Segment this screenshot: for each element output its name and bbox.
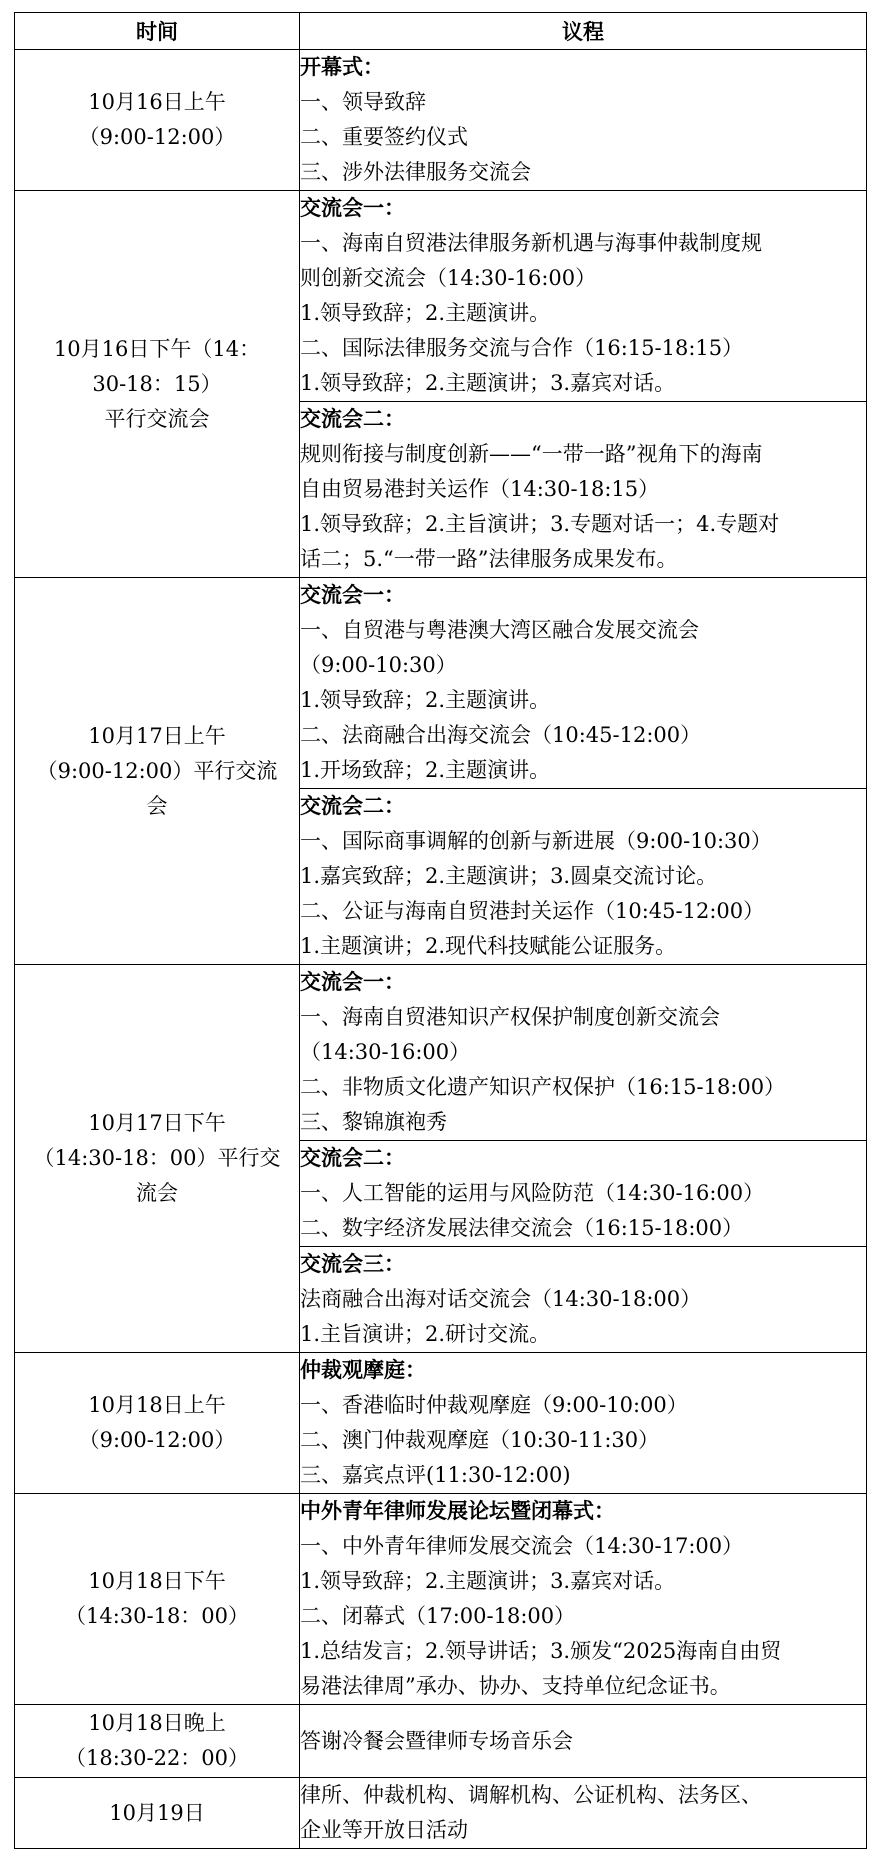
agenda-item: 1.领导致辞；2.主题演讲。 (300, 301, 551, 325)
agenda-item: 1.主旨演讲；2.研讨交流。 (300, 1322, 551, 1346)
time-line: 10月18日晚上 (88, 1711, 226, 1735)
agenda-cell (300, 1141, 867, 1247)
agenda-cell (300, 50, 867, 191)
table-row (15, 1494, 867, 1705)
agenda-item: 二、重要签约仪式 (300, 125, 468, 149)
header-agenda: 议程 (300, 13, 867, 50)
table-row (15, 50, 867, 191)
agenda-item: 二、国际法律服务交流与合作（16:15-18:15） (300, 336, 744, 360)
time-cell (15, 1778, 300, 1849)
session-title: 交流会三： (300, 1252, 405, 1276)
time-line: （14:30-18：00）平行交 (33, 1146, 281, 1170)
session-title: 交流会二： (300, 1146, 405, 1170)
agenda-item: 答谢冷餐会暨律师专场音乐会 (300, 1728, 573, 1753)
table-row (15, 965, 867, 1141)
agenda-item: 一、香港临时仲裁观摩庭（9:00-10:00） (300, 1393, 688, 1417)
time-cell (15, 50, 300, 191)
agenda-item: 二、闭幕式（17:00-18:00） (300, 1604, 576, 1628)
agenda-cell (300, 789, 867, 965)
agenda-item: 二、非物质文化遗产知识产权保护（16:15-18:00） (300, 1075, 786, 1099)
time-line: （18:30-22：00） (64, 1746, 250, 1770)
session-title: 交流会一： (300, 196, 405, 220)
time-line: 10月16日上午 (88, 90, 226, 114)
time-cell (15, 1705, 300, 1778)
session-title: 交流会二： (300, 407, 405, 431)
session-title: 中外青年律师发展论坛暨闭幕式： (300, 1499, 615, 1523)
time-cell (15, 965, 300, 1353)
session-title: 交流会二： (300, 794, 405, 818)
agenda-item: 自由贸易港封关运作（14:30-18:15） (300, 477, 660, 501)
header-row (15, 13, 867, 50)
agenda-item: 一、人工智能的运用与风险防范（14:30-16:00） (300, 1181, 765, 1205)
time-line: （14:30-18：00） (64, 1604, 250, 1628)
time-cell (15, 1494, 300, 1705)
agenda-item: 法商融合出海对话交流会（14:30-18:00） (300, 1287, 702, 1311)
agenda-item: 1.领导致辞；2.主旨演讲；3.专题对话一；4.专题对 (300, 512, 780, 536)
agenda-item: 三、黎锦旗袍秀 (300, 1110, 447, 1134)
agenda-item: （14:30-16:00） (300, 1040, 471, 1064)
time-line: （9:00-12:00） (78, 1428, 236, 1452)
table-row (15, 1778, 867, 1849)
agenda-item: 一、自贸港与粤港澳大湾区融合发展交流会 (300, 618, 699, 642)
agenda-cell (300, 402, 867, 578)
agenda-item: 1.开场致辞；2.主题演讲。 (300, 758, 551, 782)
agenda-cell (300, 191, 867, 402)
agenda-cell (300, 1353, 867, 1494)
agenda-item: 一、海南自贸港知识产权保护制度创新交流会 (300, 1005, 720, 1029)
agenda-item: 一、海南自贸港法律服务新机遇与海事仲裁制度规 (300, 231, 762, 255)
time-line: 10月18日上午 (88, 1393, 226, 1417)
time-cell (15, 578, 300, 965)
time-line: 30-18：15） (92, 371, 222, 396)
time-line: 10月16日下午（14： (53, 336, 261, 361)
agenda-table (14, 12, 867, 1849)
agenda-item: 律所、仲裁机构、调解机构、公证机构、法务区、 (300, 1783, 762, 1807)
agenda-item: 一、国际商事调解的创新与新进展（9:00-10:30） (300, 829, 772, 853)
time-cell (15, 1353, 300, 1494)
agenda-item: 规则衔接与制度创新——“一带一路”视角下的海南 (300, 442, 763, 466)
time-line: （9:00-12:00）平行交流 (36, 758, 278, 783)
agenda-item: 则创新交流会（14:30-16:00） (300, 266, 597, 290)
agenda-item: 一、中外青年律师发展交流会（14:30-17:00） (300, 1534, 744, 1558)
agenda-item: 1.领导致辞；2.主题演讲；3.嘉宾对话。 (300, 371, 676, 395)
time-line: 10月17日上午 (88, 723, 226, 748)
session-title: 交流会一： (300, 970, 405, 994)
agenda-item: 一、领导致辞 (300, 90, 426, 114)
agenda-item: 二、澳门仲裁观摩庭（10:30-11:30） (300, 1428, 660, 1452)
session-title: 仲裁观摩庭： (300, 1358, 426, 1382)
agenda-item: 1.总结发言；2.领导讲话；3.颁发“2025海南自由贸 (300, 1639, 782, 1663)
agenda-item: 二、数字经济发展法律交流会（16:15-18:00） (300, 1216, 744, 1240)
agenda-item: 1.领导致辞；2.主题演讲；3.嘉宾对话。 (300, 1569, 676, 1593)
agenda-item: 企业等开放日活动 (300, 1818, 468, 1842)
table-row (15, 1705, 867, 1778)
agenda-item: 易港法律周”承办、协办、支持单位纪念证书。 (300, 1674, 731, 1698)
agenda-cell (300, 1778, 867, 1849)
time-line: 流会 (136, 1181, 178, 1205)
table-row (15, 1353, 867, 1494)
table-row (15, 578, 867, 789)
agenda-item: 二、法商融合出海交流会（10:45-12:00） (300, 723, 702, 747)
agenda-item: 1.领导致辞；2.主题演讲。 (300, 688, 551, 712)
time-line: 10月19日 (109, 1800, 205, 1825)
time-line: （9:00-12:00） (78, 125, 236, 149)
agenda-cell (300, 1494, 867, 1705)
time-line: 10月18日下午 (88, 1569, 226, 1593)
agenda-cell (300, 1247, 867, 1353)
session-title: 交流会一： (300, 583, 405, 607)
agenda-cell (300, 578, 867, 789)
time-cell (15, 191, 300, 578)
time-line: 10月17日下午 (88, 1111, 226, 1135)
session-title: 开幕式： (300, 55, 384, 79)
agenda-cell (300, 1705, 867, 1778)
agenda-cell (300, 965, 867, 1141)
agenda-item: 1.主题演讲；2.现代科技赋能公证服务。 (300, 934, 677, 958)
table-row (15, 191, 867, 402)
agenda-item: 三、嘉宾点评(11:30-12:00) (300, 1463, 571, 1487)
agenda-item: （9:00-10:30） (300, 653, 457, 677)
header-time: 时间 (15, 13, 300, 50)
agenda-item: 二、公证与海南自贸港封关运作（10:45-12:00） (300, 899, 765, 923)
agenda-item: 1.嘉宾致辞；2.主题演讲；3.圆桌交流讨论。 (300, 864, 718, 888)
agenda-item: 三、涉外法律服务交流会 (300, 160, 531, 184)
time-line: 平行交流会 (104, 406, 210, 431)
agenda-item: 话二；5.“一带一路”法律服务成果发布。 (300, 547, 678, 571)
time-line: 会 (146, 793, 168, 818)
